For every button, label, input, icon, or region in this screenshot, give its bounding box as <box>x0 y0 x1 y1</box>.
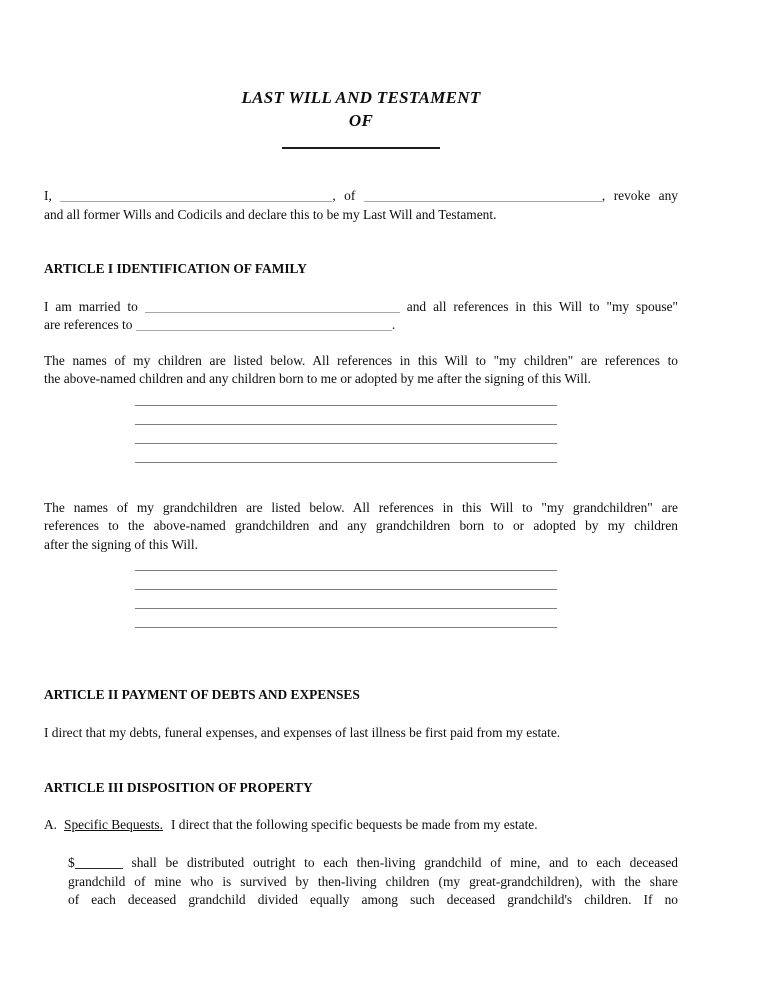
marriage-line-2 <box>44 316 678 335</box>
child-name-line-2[interactable] <box>135 406 557 425</box>
article-2-heading: ARTICLE II PAYMENT OF DEBTS AND EXPENSES <box>44 687 360 702</box>
children-name-lines <box>135 387 557 463</box>
bequest-paragraph <box>68 854 678 910</box>
grandchildren-name-lines <box>135 552 557 628</box>
married-pre: I am married to <box>44 298 138 314</box>
intro-pre: I, <box>44 188 52 203</box>
married-line1-end: and all references in this Will to "my spouse" <box>406 298 678 314</box>
child-name-line-3[interactable] <box>135 425 557 444</box>
intro-line-2: and all former Wills and Codicils and declare this to be my Last Will and Testament. <box>44 206 497 222</box>
item-a-text: I direct that the following specific bequests be made from my estate. <box>170 816 538 832</box>
intro-paragraph <box>44 187 678 224</box>
bequest-line-3: of each deceased grandchild divided equally among such deceased grandchild's children. If no <box>68 892 678 907</box>
grandchildren-line-2: references to the above-named grandchildren and any grandchildren born to or adopted by my children <box>44 518 678 533</box>
married-line2-pre: are references to <box>44 317 133 332</box>
item-a-letter: A. <box>44 816 58 832</box>
article-1-heading: ARTICLE I IDENTIFICATION OF FAMILY <box>44 261 307 276</box>
grandchild-name-line-4[interactable] <box>135 609 557 628</box>
article-3-heading: ARTICLE III DISPOSITION OF PROPERTY <box>44 780 313 795</box>
testator-name-blank[interactable] <box>282 134 440 149</box>
bequest-line1-text: shall be distributed outright to each then-living grandchild of mine, and to each deceased <box>131 855 678 870</box>
marriage-line-1 <box>44 298 678 317</box>
spouse-name-field[interactable] <box>145 300 400 313</box>
document-title: LAST WILL AND TESTAMENT <box>241 88 481 107</box>
children-paragraph <box>44 352 678 389</box>
debts-paragraph: I direct that my debts, funeral expenses, and expenses of last illness be first paid from my estate. <box>44 724 561 740</box>
grandchildren-paragraph <box>44 499 678 555</box>
testator-name-field[interactable] <box>60 189 332 202</box>
bequest-amount-field[interactable] <box>75 856 123 869</box>
spouse-reference-field[interactable] <box>136 318 392 331</box>
intro-mid: , of <box>332 188 356 203</box>
grandchild-name-line-2[interactable] <box>135 571 557 590</box>
married-line2-end: . <box>391 317 396 332</box>
grandchild-name-line-1[interactable] <box>135 552 557 571</box>
grandchild-name-line-3[interactable] <box>135 590 557 609</box>
child-name-line-1[interactable] <box>135 387 557 406</box>
item-a-label: Specific Bequests. <box>64 816 163 832</box>
grandchildren-line-3: after the signing of this Will. <box>44 536 198 552</box>
children-line-1: The names of my children are listed below. All references in this Will to "my children" are references to <box>44 352 678 368</box>
intro-line1-end: , revoke any <box>601 188 678 203</box>
specific-bequests-item <box>44 816 678 835</box>
bequest-line-1 <box>68 854 678 873</box>
testator-residence-field[interactable] <box>364 189 602 202</box>
child-name-line-4[interactable] <box>135 444 557 463</box>
marriage-paragraph <box>44 298 678 335</box>
document-title-of: OF <box>348 111 374 130</box>
children-line-2: the above-named children and any children born to me or adopted by me after the signing of this Will. <box>44 371 591 386</box>
grandchildren-line-1: The names of my grandchildren are listed below. All references in this Will to "my grandchildren" are <box>44 499 678 515</box>
bequest-currency: $ <box>68 855 75 870</box>
intro-line-1 <box>44 187 678 206</box>
bequest-line-2: grandchild of mine who is survived by then-living children (my great-grandchildren), with the share <box>68 873 678 889</box>
